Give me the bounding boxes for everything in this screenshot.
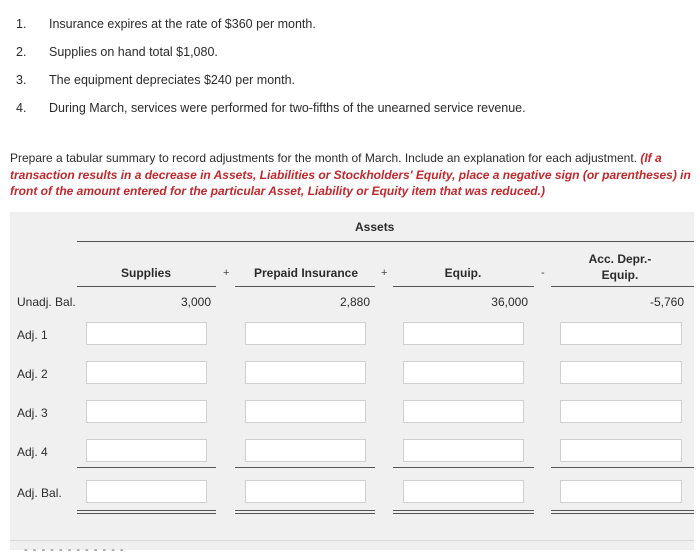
total-double-rule	[77, 510, 216, 514]
fact-item	[16, 94, 526, 122]
column-rule	[393, 286, 534, 287]
fact-text: The equipment depreciates $240 per month.	[49, 73, 295, 87]
total-double-rule	[235, 510, 375, 514]
equip-adj-2-cell	[403, 361, 524, 384]
supplies-adj-bal-input[interactable]	[87, 481, 206, 502]
subtotal-rule	[551, 467, 694, 468]
assets-header-rule	[77, 241, 694, 242]
supplies-adj-1-cell	[86, 322, 207, 345]
equip-adj-bal-cell	[403, 480, 524, 503]
supplies-adj-3-cell	[86, 400, 207, 423]
prepaid-insurance-adj-2-cell	[245, 361, 366, 384]
instructions-text: Prepare a tabular summary to record adjustments for the month of March. Include an explanation for each adjustment.	[10, 151, 641, 165]
column-header-equip: Equip.	[444, 266, 482, 280]
acc-depr-unadj-value: -5,760	[649, 295, 684, 309]
row-label-adj-1: Adj. 1	[17, 328, 48, 342]
fact-number: 3.	[16, 73, 27, 87]
prepaid-insurance-unadj-value: 2,880	[339, 295, 370, 309]
subtotal-rule	[235, 467, 375, 468]
fact-number: 4.	[16, 101, 27, 115]
column-header-supplies: Supplies	[120, 266, 171, 280]
column-header-prepaid-insurance: Prepaid Insurance	[253, 266, 359, 280]
supplies-adj-3-input[interactable]	[87, 401, 206, 422]
equip-adj-bal-input[interactable]	[404, 481, 523, 502]
plus-operator: +	[381, 267, 388, 279]
prepaid-insurance-adj-3-cell	[245, 400, 366, 423]
column-rule	[551, 286, 694, 287]
equip-adj-2-input[interactable]	[404, 362, 523, 383]
prepaid-insurance-adj-bal-cell	[245, 480, 366, 503]
fact-item	[16, 66, 526, 94]
row-label-unadj-bal: Unadj. Bal.	[17, 295, 76, 309]
acc-depr-adj-bal-input[interactable]	[561, 481, 681, 502]
fact-item	[16, 38, 526, 66]
supplies-adj-4-input[interactable]	[87, 440, 206, 461]
total-double-rule	[551, 510, 694, 514]
prepaid-insurance-adj-1-cell	[245, 322, 366, 345]
prepaid-insurance-adj-1-input[interactable]	[246, 323, 365, 344]
equip-adj-1-input[interactable]	[404, 323, 523, 344]
acc-depr-adj-4-input[interactable]	[561, 440, 681, 461]
acc-depr-adj-3-input[interactable]	[561, 401, 681, 422]
fact-item	[16, 10, 526, 38]
assets-group-header: Assets	[355, 220, 395, 234]
acc-depr-adj-bal-cell	[560, 480, 682, 503]
prepaid-insurance-adj-4-input[interactable]	[246, 440, 365, 461]
instructions	[10, 150, 692, 200]
equip-adj-4-input[interactable]	[404, 440, 523, 461]
subtotal-rule	[393, 467, 534, 468]
equip-adj-3-cell	[403, 400, 524, 423]
row-label-adj-4: Adj. 4	[17, 445, 48, 459]
acc-depr-adj-2-input[interactable]	[561, 362, 681, 383]
equip-adj-1-cell	[403, 322, 524, 345]
equip-adj-4-cell	[403, 439, 524, 462]
truncated-text: - - - - - - - - - - - -	[24, 544, 125, 556]
facts-list	[16, 10, 526, 122]
acc-depr-adj-3-cell	[560, 400, 682, 423]
fact-number: 1.	[16, 17, 27, 31]
fact-text: Supplies on hand total $1,080.	[49, 45, 218, 59]
acc-depr-adj-2-cell	[560, 361, 682, 384]
prepaid-insurance-adj-2-input[interactable]	[246, 362, 365, 383]
supplies-adj-1-input[interactable]	[87, 323, 206, 344]
minus-operator: -	[541, 267, 545, 279]
acc-depr-adj-4-cell	[560, 439, 682, 462]
prepaid-insurance-adj-bal-input[interactable]	[246, 481, 365, 502]
prepaid-insurance-adj-3-input[interactable]	[246, 401, 365, 422]
total-double-rule	[393, 510, 534, 514]
plus-operator: +	[223, 267, 230, 279]
row-label-adj-bal: Adj. Bal.	[17, 486, 62, 500]
fact-text: During March, services were performed for two-fifths of the unearned service revenue.	[49, 101, 526, 115]
column-header-acc-depr-equip: Acc. Depr.- Equip.	[588, 252, 652, 282]
prepaid-insurance-adj-4-cell	[245, 439, 366, 462]
acc-depr-adj-1-cell	[560, 322, 682, 345]
acc-depr-adj-1-input[interactable]	[561, 323, 681, 344]
instructions-note: (If a transaction results in a decrease in Assets, Liabilities or Stockholders' Equity, place a negative sign (or parentheses) in front of the amount entered for the particular Asset, Liability or Equity item that was reduced.)	[10, 151, 691, 198]
fact-number: 2.	[16, 45, 27, 59]
column-rule	[77, 286, 216, 287]
equip-unadj-value: 36,000	[491, 295, 528, 309]
equip-adj-3-input[interactable]	[404, 401, 523, 422]
fact-text: Insurance expires at the rate of $360 per month.	[49, 17, 316, 31]
row-label-adj-3: Adj. 3	[17, 406, 48, 420]
supplies-unadj-value: 3,000	[180, 295, 211, 309]
supplies-adj-bal-cell	[86, 480, 207, 503]
column-rule	[235, 286, 375, 287]
row-label-adj-2: Adj. 2	[17, 367, 48, 381]
supplies-adj-4-cell	[86, 439, 207, 462]
supplies-adj-2-cell	[86, 361, 207, 384]
supplies-adj-2-input[interactable]	[87, 362, 206, 383]
subtotal-rule	[77, 467, 216, 468]
